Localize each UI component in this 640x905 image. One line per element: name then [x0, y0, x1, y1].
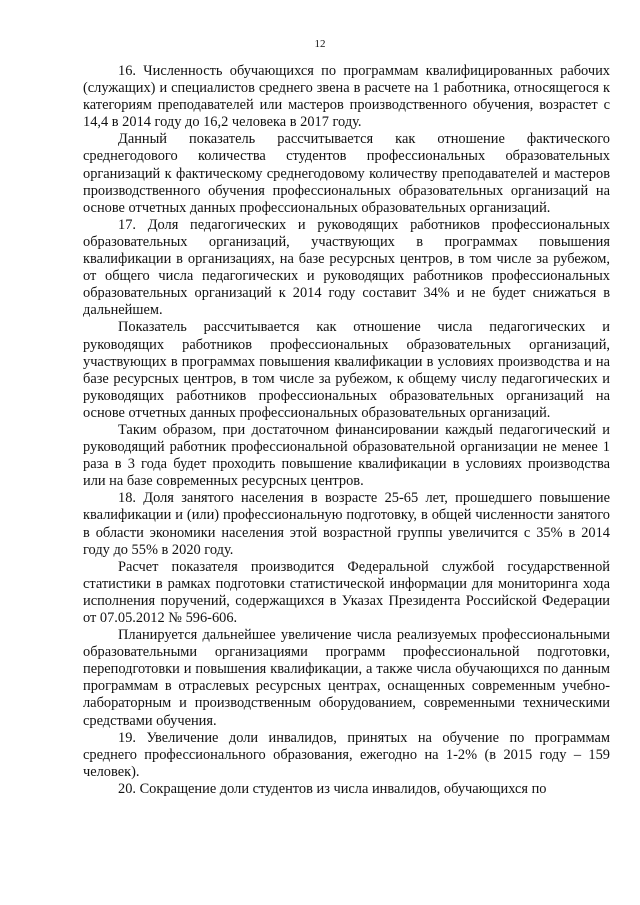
paragraph-indicator-17-calculation: Показатель рассчитывается как отношение числа педагогических и руководящих работников профессиональных образовательных организаций, участвующих в программах повышения квалификации в условиях производства и на базе ресурсных центров, в том числе за рубежом, к общему числу педагогических и руководящих работников профессиональных образовательных организаций на основе отчетных данных профессиональных образовательных организаций.: [83, 319, 610, 421]
paragraph-indicator-18: 18. Доля занятого населения в возрасте 25-65 лет, прошедшего повышение квалификации и (или) профессиональную подготовку, в общей численности занятого в области экономики населения этой возрастной группы увеличится с 35% в 2014 году до 55% в 2020 году.: [83, 490, 610, 558]
paragraph-indicator-16: 16. Численность обучающихся по программам квалифицированных рабочих (служащих) и специалистов среднего звена в расчете на 1 работника, относящегося к категориям преподавателей или мастеров производственного обучения, возрастет с 14,4 в 2014 году до 16,2 человека в 2017 году.: [83, 63, 610, 131]
paragraph-indicator-17-conclusion: Таким образом, при достаточном финансировании каждый педагогический и руководящий работник профессиональной образовательной организации не менее 1 раза в 3 года будет проходить повышение квалификации в условиях производства или на базе современных ресурсных центров.: [83, 421, 610, 490]
paragraph-indicator-16-calculation: Данный показатель рассчитывается как отношение фактического среднегодового количества студентов профессиональных образовательных организаций к фактическому среднегодовому количеству преподавателей и мастеров производственного обучения профессиональных образовательных организаций на основе отчетных данных профессиональных образовательных организаций.: [83, 131, 610, 216]
paragraph-indicator-20: 20. Сокращение доли студентов из числа инвалидов, обучающихся по: [118, 780, 547, 797]
paragraph-indicator-19: 19. Увеличение доли инвалидов, принятых на обучение по программам среднего профессионального образования, ежегодно на 1-2% (в 2015 году – 159 человек).: [83, 729, 610, 780]
document-body: [83, 63, 610, 798]
paragraph-indicator-18-calculation: Расчет показателя производится Федеральной службой государственной статистики в рамках подготовки статистической информации для мониторинга хода исполнения поручений, содержащихся в Указах Президента Российской Федерации от 07.05.2012 № 596-606.: [83, 558, 610, 626]
paragraph-indicator-17: 17. Доля педагогических и руководящих работников профессиональных образовательных организаций, участвующих в программах повышения квалификации в организациях, на базе ресурсных центров, в том числе за рубежом, от общего числа педагогических и руководящих работников профессиональных образовательных организаций к 2014 году составит 34% и не будет снижаться в дальнейшем.: [83, 216, 610, 319]
paragraph-indicator-18-plan: Планируется дальнейшее увеличение числа реализуемых профессиональными образовательными организациями программ профессиональной подготовки, переподготовки и повышения квалификации, а также числа обучающихся по данным программам в отраслевых ресурсных центрах, оснащенных современным учебно-лабораторным и производственным оборудованием, современными техническими средствами обучения.: [83, 627, 610, 729]
page-number: 12: [314, 38, 326, 50]
